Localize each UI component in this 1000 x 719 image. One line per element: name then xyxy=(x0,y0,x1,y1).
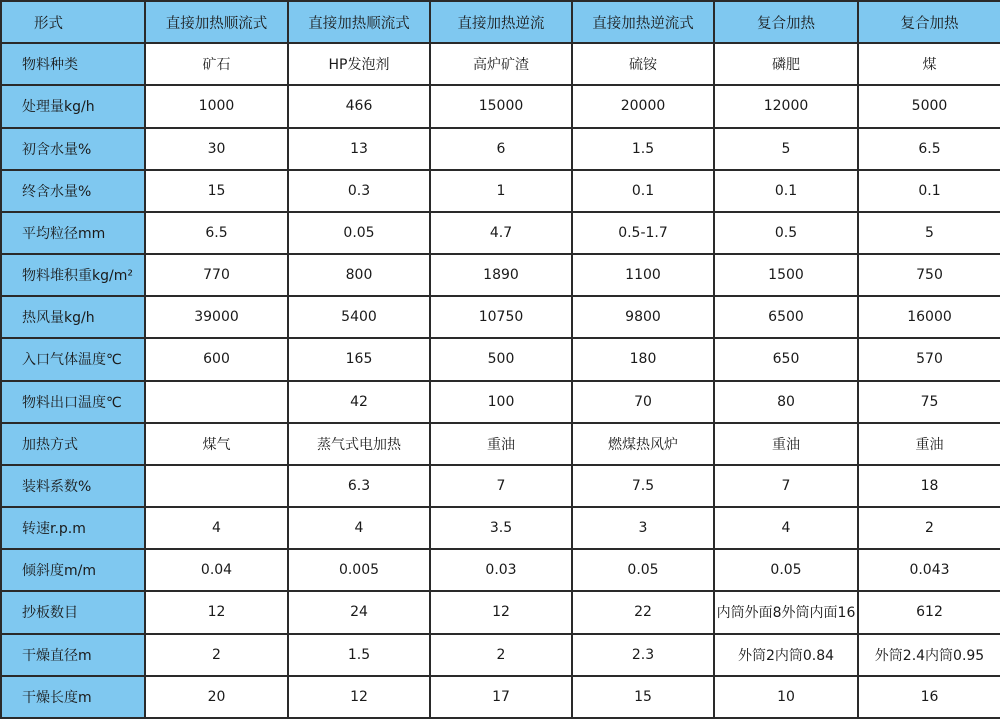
table-row xyxy=(1,296,1000,338)
table-cell: 100 xyxy=(430,381,572,423)
table-cell: 重油 xyxy=(714,423,858,465)
row-label: 平均粒径mm xyxy=(1,212,145,254)
table-cell: 0.5 xyxy=(714,212,858,254)
table-cell xyxy=(145,465,288,507)
table-cell: 7 xyxy=(714,465,858,507)
table-cell: 外筒2内筒0.84 xyxy=(714,634,858,676)
table-cell: 10 xyxy=(714,676,858,718)
row-label: 倾斜度m/m xyxy=(1,549,145,591)
table-cell: 2 xyxy=(145,634,288,676)
row-label: 加热方式 xyxy=(1,423,145,465)
table-cell: 5 xyxy=(714,128,858,170)
header-cell: 形式 xyxy=(1,1,145,43)
table-cell: 22 xyxy=(572,591,714,633)
table-cell: 39000 xyxy=(145,296,288,338)
table-row xyxy=(1,338,1000,380)
row-label: 入口气体温度℃ xyxy=(1,338,145,380)
table-cell: 42 xyxy=(288,381,430,423)
row-label: 终含水量% xyxy=(1,170,145,212)
table-cell: 75 xyxy=(858,381,1000,423)
table-cell: 750 xyxy=(858,254,1000,296)
table-cell: 1000 xyxy=(145,85,288,127)
table-cell: 0.03 xyxy=(430,549,572,591)
table-cell: 重油 xyxy=(858,423,1000,465)
table-cell: 600 xyxy=(145,338,288,380)
table-cell: 6.3 xyxy=(288,465,430,507)
header-cell: 复合加热 xyxy=(858,1,1000,43)
header-cell: 复合加热 xyxy=(714,1,858,43)
table-cell: 15000 xyxy=(430,85,572,127)
table-cell: 1100 xyxy=(572,254,714,296)
table-cell: 蒸气式电加热 xyxy=(288,423,430,465)
table-cell: 6.5 xyxy=(145,212,288,254)
table-cell: 6.5 xyxy=(858,128,1000,170)
table-cell: HP发泡剂 xyxy=(288,43,430,85)
row-label: 物料堆积重kg/m² xyxy=(1,254,145,296)
table-cell: 5000 xyxy=(858,85,1000,127)
table-cell: 1 xyxy=(430,170,572,212)
table-cell: 0.005 xyxy=(288,549,430,591)
table-cell: 18 xyxy=(858,465,1000,507)
table-cell: 7.5 xyxy=(572,465,714,507)
table-cell: 2 xyxy=(430,634,572,676)
table-cell: 30 xyxy=(145,128,288,170)
table-row xyxy=(1,381,1000,423)
table-row xyxy=(1,170,1000,212)
table-cell: 16 xyxy=(858,676,1000,718)
table-cell: 570 xyxy=(858,338,1000,380)
table-row xyxy=(1,254,1000,296)
table-cell: 650 xyxy=(714,338,858,380)
table-cell: 0.5-1.7 xyxy=(572,212,714,254)
row-label: 干燥长度m xyxy=(1,676,145,718)
table-cell: 重油 xyxy=(430,423,572,465)
table-cell: 0.1 xyxy=(858,170,1000,212)
table-cell: 煤 xyxy=(858,43,1000,85)
table-cell: 800 xyxy=(288,254,430,296)
table-cell: 3.5 xyxy=(430,507,572,549)
table-cell: 0.3 xyxy=(288,170,430,212)
table-cell xyxy=(145,381,288,423)
header-cell: 直接加热顺流式 xyxy=(145,1,288,43)
table-cell: 4 xyxy=(288,507,430,549)
header-cell: 直接加热逆流 xyxy=(430,1,572,43)
table-cell: 15 xyxy=(572,676,714,718)
table-cell: 17 xyxy=(430,676,572,718)
table-cell: 硫铵 xyxy=(572,43,714,85)
table-cell: 13 xyxy=(288,128,430,170)
table-header-row xyxy=(1,1,1000,43)
table-row xyxy=(1,591,1000,633)
table-cell: 6500 xyxy=(714,296,858,338)
table-cell: 2 xyxy=(858,507,1000,549)
table-cell: 0.1 xyxy=(714,170,858,212)
table-cell: 外筒2.4内筒0.95 xyxy=(858,634,1000,676)
row-label: 物料种类 xyxy=(1,43,145,85)
table-row xyxy=(1,549,1000,591)
table-cell: 2.3 xyxy=(572,634,714,676)
table-cell: 80 xyxy=(714,381,858,423)
table-cell: 16000 xyxy=(858,296,1000,338)
table-cell: 12 xyxy=(145,591,288,633)
table-cell: 1890 xyxy=(430,254,572,296)
table-cell: 1.5 xyxy=(572,128,714,170)
table-cell: 矿石 xyxy=(145,43,288,85)
table-cell: 5400 xyxy=(288,296,430,338)
table-cell: 0.043 xyxy=(858,549,1000,591)
table-row xyxy=(1,465,1000,507)
row-label: 初含水量% xyxy=(1,128,145,170)
table-cell: 24 xyxy=(288,591,430,633)
table-row xyxy=(1,212,1000,254)
table-cell: 高炉矿渣 xyxy=(430,43,572,85)
table-cell: 10750 xyxy=(430,296,572,338)
table-row xyxy=(1,423,1000,465)
table-cell: 500 xyxy=(430,338,572,380)
table-cell: 5 xyxy=(858,212,1000,254)
table-cell: 180 xyxy=(572,338,714,380)
table-cell: 3 xyxy=(572,507,714,549)
table-cell: 12 xyxy=(430,591,572,633)
table-cell: 4 xyxy=(145,507,288,549)
table-cell: 165 xyxy=(288,338,430,380)
table-cell: 12000 xyxy=(714,85,858,127)
table-cell: 9800 xyxy=(572,296,714,338)
table-cell: 70 xyxy=(572,381,714,423)
table-cell: 12 xyxy=(288,676,430,718)
table-cell: 6 xyxy=(430,128,572,170)
row-label: 装料系数% xyxy=(1,465,145,507)
table-row xyxy=(1,634,1000,676)
table-cell: 4.7 xyxy=(430,212,572,254)
row-label: 物料出口温度℃ xyxy=(1,381,145,423)
row-label: 抄板数目 xyxy=(1,591,145,633)
table-cell: 466 xyxy=(288,85,430,127)
table-row xyxy=(1,676,1000,718)
table-cell: 0.1 xyxy=(572,170,714,212)
header-cell: 直接加热逆流式 xyxy=(572,1,714,43)
row-label: 转速r.p.m xyxy=(1,507,145,549)
row-label: 热风量kg/h xyxy=(1,296,145,338)
table-cell: 770 xyxy=(145,254,288,296)
table-row xyxy=(1,43,1000,85)
table-cell: 1500 xyxy=(714,254,858,296)
table-cell: 7 xyxy=(430,465,572,507)
table-cell: 0.05 xyxy=(714,549,858,591)
table-cell: 磷肥 xyxy=(714,43,858,85)
table-cell: 0.05 xyxy=(572,549,714,591)
table-cell: 4 xyxy=(714,507,858,549)
table-cell: 煤气 xyxy=(145,423,288,465)
table-cell: 0.05 xyxy=(288,212,430,254)
table-row xyxy=(1,128,1000,170)
table-cell: 20000 xyxy=(572,85,714,127)
header-cell: 直接加热顺流式 xyxy=(288,1,430,43)
table-cell: 0.04 xyxy=(145,549,288,591)
table-row xyxy=(1,85,1000,127)
row-label: 处理量kg/h xyxy=(1,85,145,127)
table-cell: 20 xyxy=(145,676,288,718)
table-cell: 1.5 xyxy=(288,634,430,676)
table-cell: 燃煤热风炉 xyxy=(572,423,714,465)
table-cell: 15 xyxy=(145,170,288,212)
table-cell: 内筒外面8外筒内面16 xyxy=(714,591,858,633)
table-cell: 612 xyxy=(858,591,1000,633)
table-row xyxy=(1,507,1000,549)
row-label: 干燥直径m xyxy=(1,634,145,676)
